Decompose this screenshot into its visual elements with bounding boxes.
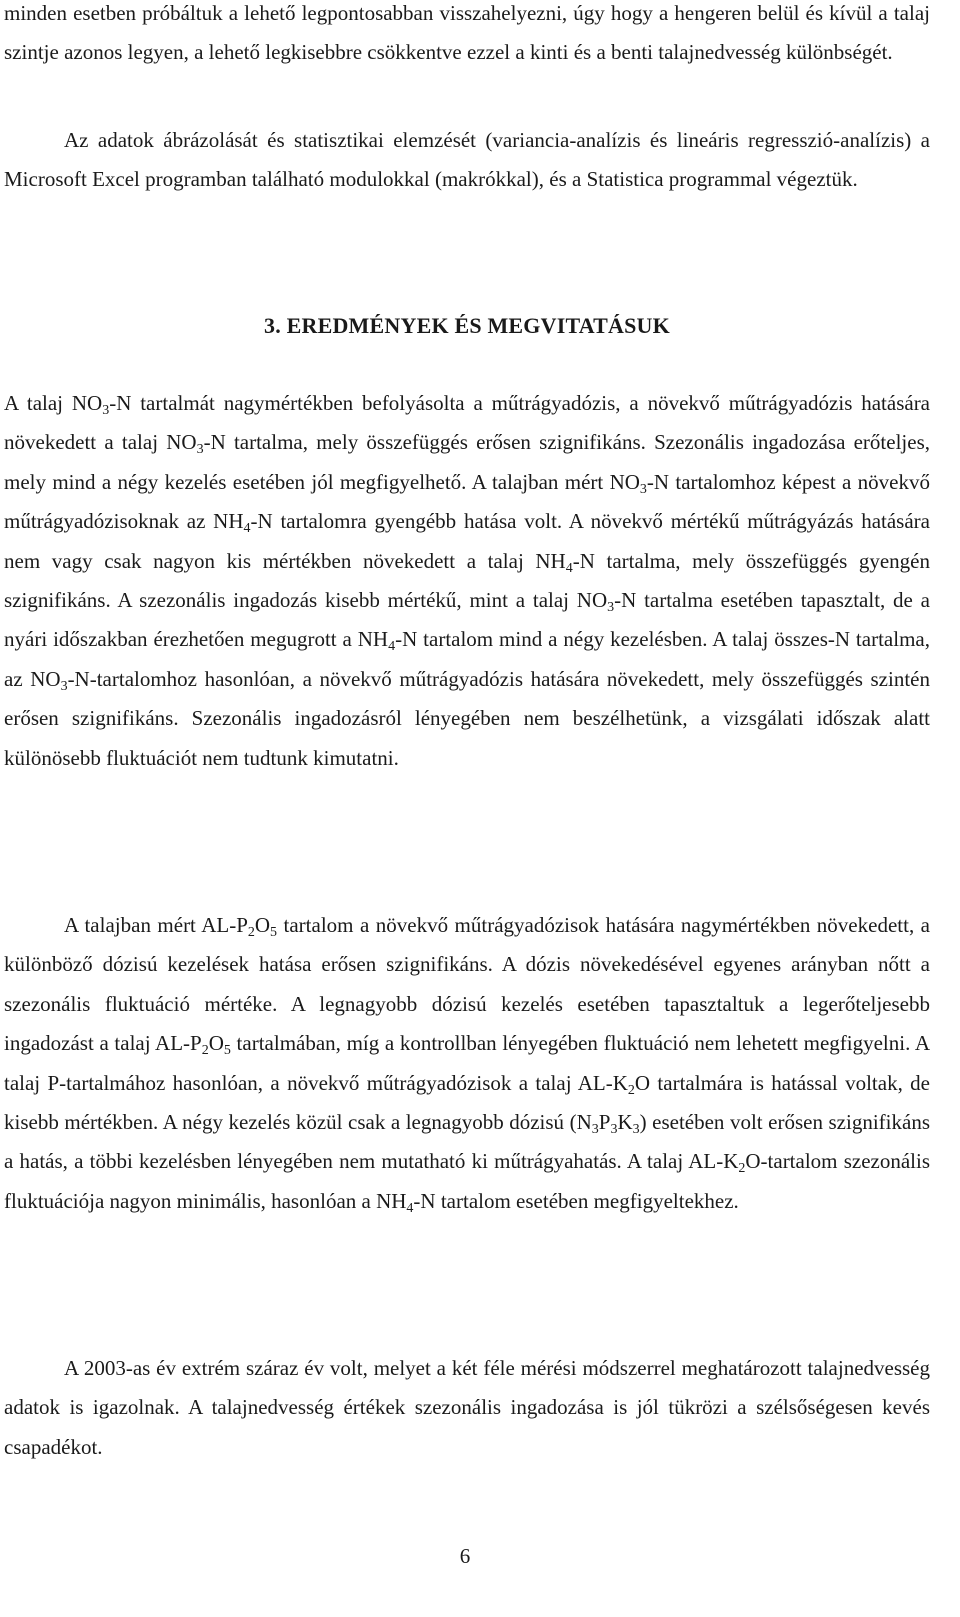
text-run: A talaj NO xyxy=(4,391,103,415)
paragraph-intro-continuation: minden esetben próbáltuk a lehető legpontosabban visszahelyezni, úgy hogy a hengeren belül és kívül a talaj szintje azonos legyen, a lehető legkisebbre csökkentve ezzel a kinti és a benti talajnedvesség különbségét. xyxy=(4,1,930,65)
subscript: 3 xyxy=(60,678,68,694)
subscript: 3 xyxy=(591,1122,599,1138)
subscript: 5 xyxy=(223,1043,231,1059)
subscript: 3 xyxy=(102,403,110,418)
subscript: 2 xyxy=(738,1161,746,1177)
text-run: -N tartalma esetében tapasztalt, de a nyári időszakban érezhetően megugrott a NH xyxy=(4,588,930,652)
text-run: -N tartalom mind a négy kezelésben. A talaj összes-N tartalma, az NO xyxy=(4,627,930,691)
subscript: 4 xyxy=(406,1200,414,1216)
subscript: 3 xyxy=(607,600,615,616)
text-run: O xyxy=(208,1031,224,1056)
page-number: 6 xyxy=(459,1544,471,1568)
subscript: 2 xyxy=(201,1043,209,1059)
subscript: 4 xyxy=(388,639,396,655)
paragraph-soil-moisture-2003: A 2003-as év extrém száraz év volt, melyet a két féle mérési módszerrel meghatározott talajnedvesség adatok is igazolnak. A talajnedvesség értékek szezonális ingadozása is jól tükrözi a szélsőségesen kevés csapadékot. xyxy=(4,1356,930,1459)
text-run: O xyxy=(254,913,271,937)
subscript: 4 xyxy=(565,560,573,576)
text-run: -N tartalomhoz képest a növekvő műtrágyadózisoknak az NH xyxy=(4,469,930,534)
subscript: 3 xyxy=(639,481,647,497)
text-run: -N tartalom esetében megfigyeltekhez. xyxy=(413,1188,739,1213)
text-run: P xyxy=(598,1110,611,1135)
text-run: A talajban mért AL-P xyxy=(64,913,248,937)
text-run: -N tartalmát nagymértékben befolyásolta a műtrágyadózis, a növekvő műtrágyadózis hatására növekedett a talaj NO xyxy=(4,391,931,455)
paragraph-phosphorus-potassium-results xyxy=(4,906,930,1221)
subscript: 2 xyxy=(627,1082,635,1098)
text-run: -N-tartalomhoz hasonlóan, a növekvő műtrágyadózis hatására növekedett, mely összefüggés szintén erősen szignifikáns. Szezonális ingadozásról lényegében nem beszélhetünk, a vizsgálati időszak alatt különösebb fluktuációt nem tudtunk kimutatni. xyxy=(4,666,930,770)
text-run: O tartalmára is hatással voltak, de kisebb mértékben. A négy kezelés közül csak a legnagyobb dózisú (N xyxy=(4,1070,930,1135)
text-run: O-tartalom szezonális fluktuációja nagyon minimális, hasonlóan a NH xyxy=(4,1149,930,1213)
text-run: K xyxy=(617,1110,633,1135)
text-run: tartalmában, míg a kontrollban lényegében fluktuáció nem lehetett megfigyelni. A talaj P-tartalmához hasonlóan, a növekvő műtrágyadózisok a talaj AL-K xyxy=(4,1031,930,1095)
text-run: -N tartalma, mely összefüggés gyengén szignifikáns. A szezonális ingadozás kisebb mértékű, mint a talaj NO xyxy=(4,548,931,613)
text-run: -N tartalomra gyengébb hatása volt. A növekvő mértékű műtrágyázás hatására nem vagy csak nagyon kis mértékben növekedett a talaj NH xyxy=(4,509,930,573)
section-heading-results: 3. EREDMÉNYEK ÉS MEGVITATÁSUK xyxy=(264,313,670,338)
subscript: 4 xyxy=(243,521,251,537)
subscript: 3 xyxy=(632,1122,640,1138)
subscript: 3 xyxy=(196,442,204,458)
text-run: -N tartalma, mely összefüggés erősen szignifikáns. Szezonális ingadozása erőteljes, mely mind a négy kezelés esetében jól megfigyelhető. A talajban mért NO xyxy=(4,430,930,494)
paragraph-methods-statistics: Az adatok ábrázolását és statisztikai elemzését (variancia-analízis és lineáris regresszió-analízis) a Microsoft Excel programban található modulokkal (makrókkal), és a Statistica programmal végeztük. xyxy=(4,128,930,192)
subscript: 5 xyxy=(270,925,278,940)
subscript: 3 xyxy=(610,1122,618,1138)
subscript: 2 xyxy=(247,925,255,940)
text-run: ) esetében volt erősen szignifikáns a hatás, a többi kezelésben lényegében nem mutatható ki műtrágyahatás. A talaj AL-K xyxy=(4,1110,930,1174)
paragraph-nitrogen-results xyxy=(4,384,930,778)
text-run: tartalom a növekvő műtrágyadózisok hatására nagymértékben növekedett, a különböző dózisú kezelések hatása erősen szignifikáns. A dózis növekedésével egyenes arányban nőtt a szezonális fluktuáció mértéke. A legnagyobb dózisú kezelés esetében tapasztaltuk a legerőteljesebb ingadozást a talaj AL-P xyxy=(4,913,930,1056)
